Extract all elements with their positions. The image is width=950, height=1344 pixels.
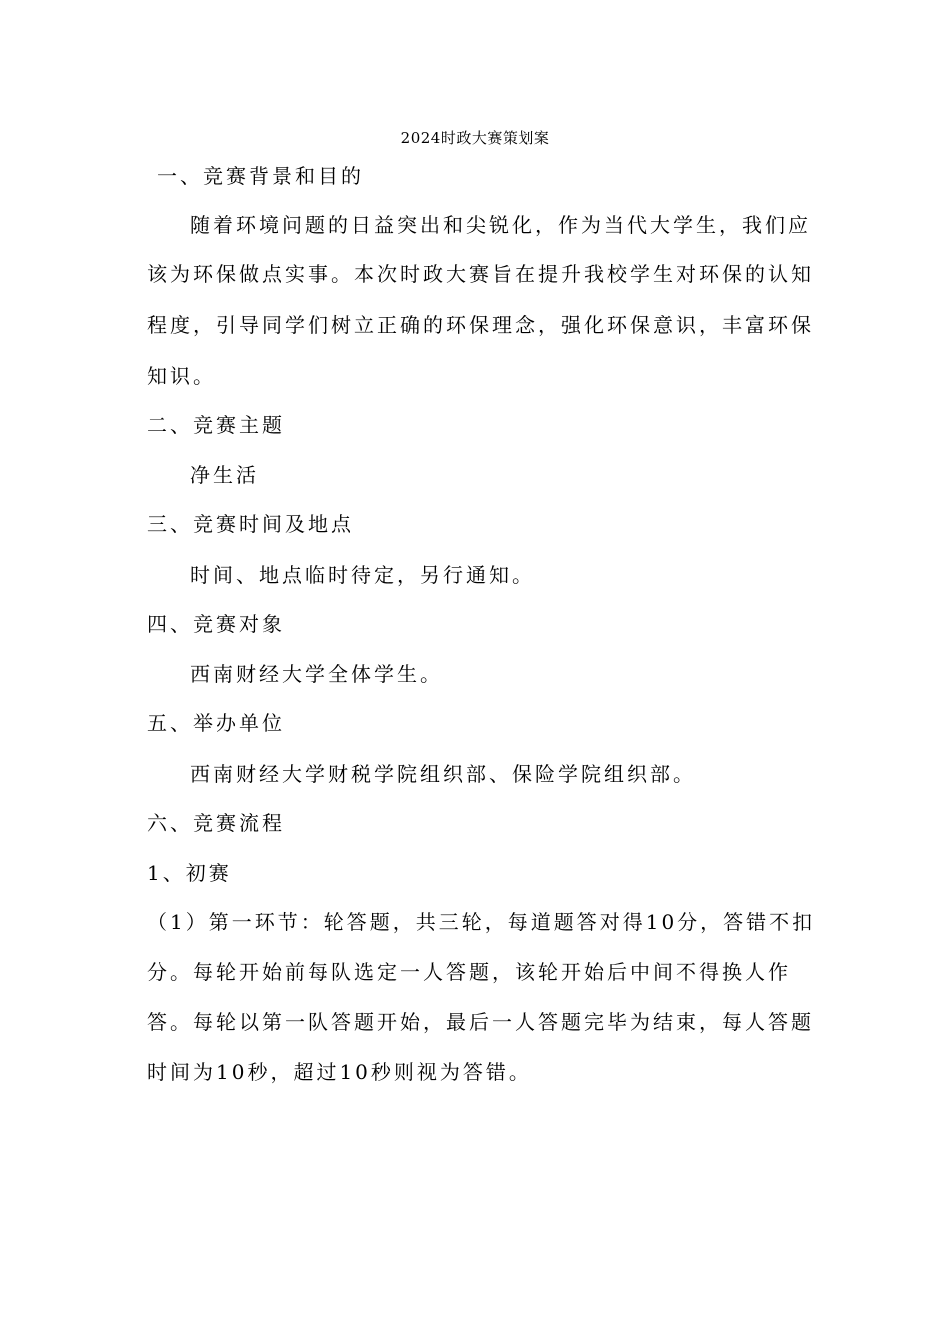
section-heading-theme: 二、竞赛主题 [147,413,285,437]
paragraph-line: 答。每轮以第一队答题开始，最后一人答题完毕为结束，每人答题 [147,1010,814,1034]
section-heading-organizer: 五、举办单位 [147,711,285,735]
section-heading-background: 一、竞赛背景和目的 [157,164,364,188]
paragraph-line: 该为环保做点实事。本次时政大赛旨在提升我校学生对环保的认知 [147,262,814,286]
paragraph-line: 净生活 [190,463,259,487]
paragraph-line: 分。每轮开始前每队选定一人答题，该轮开始后中间不得换人作 [147,960,791,984]
section-heading-participants: 四、竞赛对象 [147,612,285,636]
subsection-heading-preliminary: 1、初赛 [147,861,232,885]
section-heading-process: 六、竞赛流程 [147,811,285,835]
section-heading-time-place: 三、竞赛时间及地点 [147,512,354,536]
document-title: 2024时政大赛策划案 [400,129,550,147]
paragraph-line: 随着环境问题的日益突出和尖锐化，作为当代大学生，我们应 [190,213,811,237]
paragraph-line: （1）第一环节：轮答题，共三轮，每道题答对得10分，答错不扣 [147,910,816,934]
paragraph-line: 时间为10秒，超过10秒则视为答错。 [147,1060,532,1084]
paragraph-line: 时间、地点临时待定，另行通知。 [190,563,535,587]
paragraph-line: 西南财经大学全体学生。 [190,662,443,686]
paragraph-line: 知识。 [147,364,216,388]
paragraph-line: 程度，引导同学们树立正确的环保理念，强化环保意识，丰富环保 [147,313,814,337]
paragraph-line: 西南财经大学财税学院组织部、保险学院组织部。 [190,762,696,786]
